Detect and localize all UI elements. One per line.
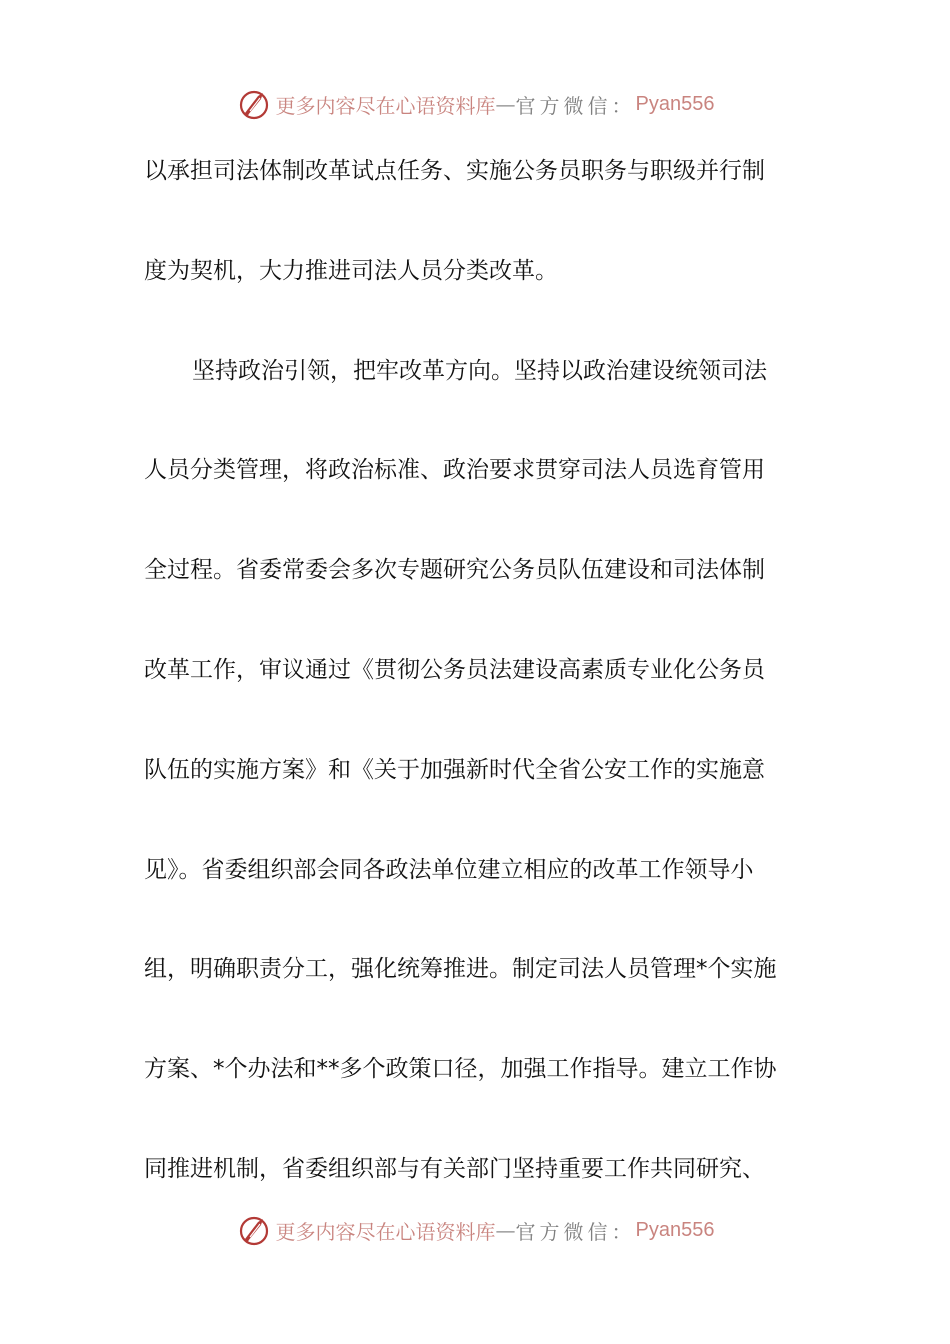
body-line-11: 同推进机制，省委组织部与有关部门坚持重要工作共同研究、 [144,1155,765,1182]
wechat-id: Pyan556 [635,1218,715,1241]
body-line-10: 方案、*个办法和**多个政策口径，加强工作指导。建立工作协 [144,1056,777,1083]
body-line-5: 全过程。省委常委会多次专题研究公务员队伍建设和司法体制 [144,557,765,584]
body-line-3: 坚持政治引领，把牢改革方向。坚持以政治建设统领司法 [192,357,767,384]
body-line-4: 人员分类管理，将政治标准、政治要求贯穿司法人员选育管用 [144,457,765,484]
header-watermark [0,84,950,124]
footer-watermark [0,1210,950,1250]
wechat-label: 官方微信： [515,1219,636,1244]
body-line-2: 度为契机，大力推进司法人员分类改革。 [144,257,558,284]
separator: — [495,92,516,116]
body-line-1: 以承担司法体制改革试点任务、实施公务员职务与职级并行制 [144,158,765,184]
document-body [144,146,808,1244]
body-line-8: 见》。省委组织部会同各政法单位建立相应的改革工作领导小 [144,856,754,883]
wechat-id: Pyan556 [635,92,715,115]
brand-text: 更多内容尽在心语资料库 [275,93,496,118]
body-line-7: 队伍的实施方案》和《关于加强新时代全省公安工作的实施意 [144,756,765,783]
pen-nib-logo-icon [236,86,272,122]
brand-text: 更多内容尽在心语资料库 [275,1219,496,1244]
body-line-6: 改革工作，审议通过《贯彻公务员法建设高素质专业化公务员 [144,656,765,683]
separator: — [495,1218,516,1242]
pen-nib-logo-icon [236,1212,272,1248]
body-line-9: 组，明确职责分工，强化统筹推进。制定司法人员管理*个实施 [144,956,777,983]
wechat-label: 官方微信： [515,93,636,118]
